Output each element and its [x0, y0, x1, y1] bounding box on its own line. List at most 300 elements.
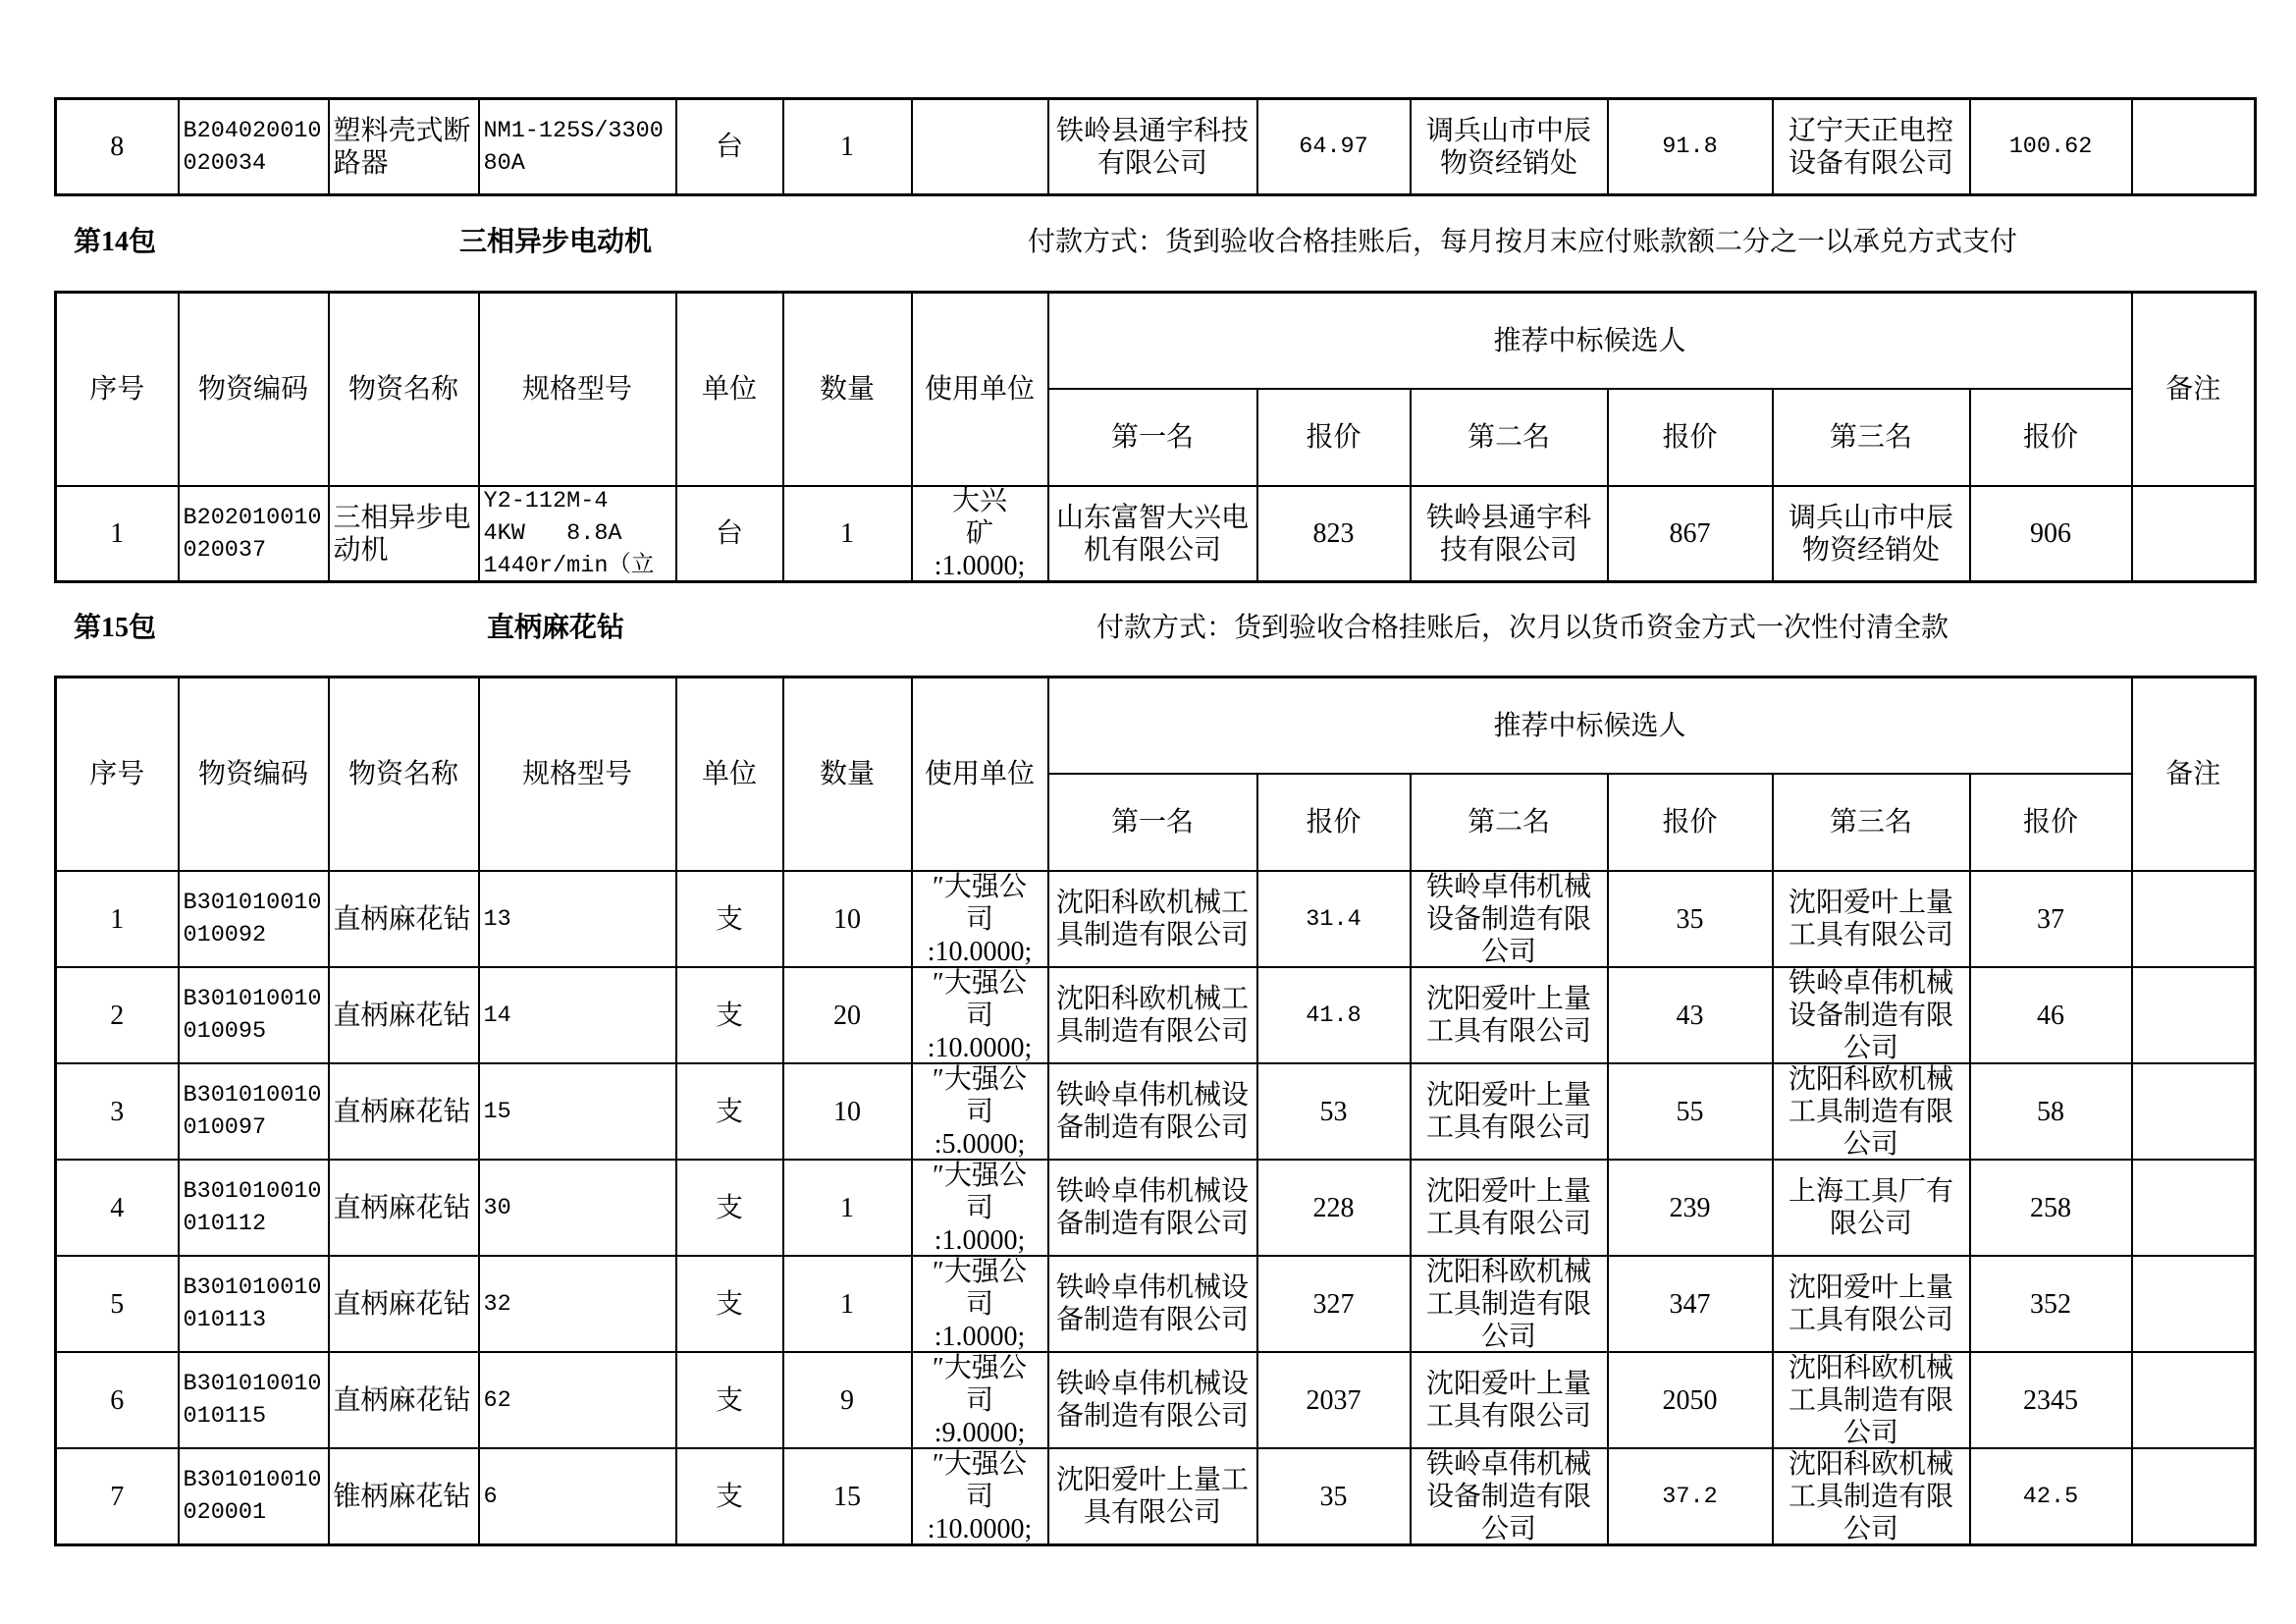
- cell-first-text: 沈阳科欧机械工具制造有限公司: [1055, 984, 1249, 1047]
- cell-name: [329, 1448, 479, 1545]
- cell-first_price: [1257, 1448, 1411, 1545]
- cell-code: [179, 1352, 329, 1448]
- cell-third_price-text: 352: [2030, 1288, 2071, 1320]
- cell-second_price: [1608, 1448, 1773, 1545]
- cell-third_price-box: [1971, 1064, 2131, 1159]
- cell-code-box: [180, 1449, 328, 1543]
- header-code-text: 物资编码: [197, 759, 308, 789]
- header-remark: [2132, 677, 2256, 872]
- cell-remark: [2132, 967, 2256, 1063]
- cell-first-text: 沈阳爱叶上量工具有限公司: [1055, 1465, 1249, 1528]
- cell-third: [1773, 871, 1970, 967]
- cell-name: [329, 99, 479, 195]
- cell-name-box: [330, 1257, 478, 1351]
- cell-qty-box: [784, 1353, 911, 1447]
- cell-user_unit-text: ″大强公 司 :10.0000;: [927, 872, 1033, 966]
- cell-third_price-box: [1971, 100, 2131, 193]
- cell-third-text: 沈阳科欧机械工具制造有限公司: [1788, 1449, 1953, 1543]
- cell-second_price-box: [1609, 1449, 1772, 1543]
- cell-qty-box: [784, 1161, 911, 1255]
- cell-user_unit-text: ″大强公 司 :9.0000;: [933, 1353, 1027, 1447]
- cell-third_price: [1970, 1160, 2132, 1256]
- header-seq-text: 序号: [89, 759, 145, 789]
- cell-spec-box: [480, 100, 675, 193]
- cell-third_price-text: 58: [2037, 1096, 2064, 1127]
- table-row: [56, 871, 2256, 967]
- cell-qty-box: [784, 1257, 911, 1351]
- header-second-box: [1412, 390, 1607, 485]
- cell-remark-box: [2133, 1449, 2255, 1543]
- cell-remark-box: [2133, 1161, 2255, 1255]
- header-seq-box: [57, 678, 178, 870]
- cell-second-box: [1412, 1353, 1607, 1447]
- cell-code-text: B301010010010115: [183, 1371, 322, 1430]
- cell-remark: [2132, 1352, 2256, 1448]
- cell-code-box: [180, 1064, 328, 1159]
- header-first-text: 第一名: [1110, 807, 1194, 838]
- cell-seq-text: 5: [110, 1288, 125, 1320]
- cell-seq: [56, 486, 179, 582]
- cell-seq-text: 7: [110, 1481, 125, 1512]
- cell-second_price-box: [1609, 968, 1772, 1062]
- table-row: [56, 486, 2256, 582]
- cell-third: [1773, 1256, 1970, 1352]
- cell-code-box: [180, 1353, 328, 1447]
- cell-first_price-text: 327: [1312, 1288, 1355, 1320]
- cell-third: [1773, 486, 1970, 582]
- cell-second_price: [1608, 1160, 1773, 1256]
- cell-remark: [2132, 1063, 2256, 1160]
- package-15-table: [54, 676, 2257, 1546]
- cell-first_price-text: 31.4: [1306, 905, 1362, 933]
- cell-third_price: [1970, 1256, 2132, 1352]
- cell-seq-box: [57, 872, 178, 966]
- cell-spec-text: 13: [483, 905, 511, 933]
- header-third_price-box: [1971, 390, 2131, 485]
- cell-spec-text: 30: [483, 1194, 511, 1221]
- cell-second-text: 沈阳爱叶上量工具有限公司: [1425, 1080, 1591, 1143]
- cell-seq-box: [57, 487, 178, 580]
- cell-user_unit-box: [913, 968, 1047, 1062]
- cell-second-box: [1412, 1449, 1607, 1543]
- cell-name: [329, 486, 479, 582]
- cell-user_unit-box: [913, 1161, 1047, 1255]
- cell-second-box: [1412, 487, 1607, 580]
- cell-second-box: [1412, 968, 1607, 1062]
- cell-third_price: [1970, 99, 2132, 195]
- cell-second: [1411, 1160, 1608, 1256]
- cell-third: [1773, 967, 1970, 1063]
- cell-first_price-box: [1258, 487, 1410, 580]
- cell-qty: [783, 1352, 912, 1448]
- cell-unit: [676, 1160, 783, 1256]
- cell-remark-box: [2133, 1257, 2255, 1351]
- cell-unit-text: 支: [715, 1481, 743, 1512]
- cell-user_unit-text: ″大强公 司 :1.0000;: [933, 1257, 1027, 1351]
- cell-seq-box: [57, 1064, 178, 1159]
- cell-second_price-text: 347: [1669, 1288, 1711, 1320]
- cell-third: [1773, 1352, 1970, 1448]
- cell-third-text: 沈阳爱叶上量工具有限公司: [1788, 1272, 1953, 1335]
- cell-third: [1773, 1063, 1970, 1160]
- table-row: [56, 1448, 2256, 1545]
- cell-seq: [56, 871, 179, 967]
- cell-unit-text: 支: [715, 1192, 743, 1223]
- cell-third-box: [1774, 1257, 1969, 1351]
- cell-spec-box: [480, 1257, 675, 1351]
- cell-code-box: [180, 1161, 328, 1255]
- cell-first_price: [1257, 486, 1411, 582]
- cell-first_price-text: 35: [1319, 1481, 1348, 1512]
- header-first_price: [1257, 389, 1411, 486]
- cell-name: [329, 871, 479, 967]
- cell-user_unit: [912, 99, 1048, 195]
- header-seq: [56, 677, 179, 872]
- cell-second: [1411, 1256, 1608, 1352]
- table-row: [56, 1352, 2256, 1448]
- cell-third_price-text: 258: [2030, 1192, 2071, 1223]
- cell-user_unit: [912, 967, 1048, 1063]
- cell-third_price-text: 37: [2037, 903, 2064, 935]
- cell-first_price-box: [1258, 1353, 1410, 1447]
- cell-third-box: [1774, 872, 1969, 966]
- cell-user_unit-box: [913, 1353, 1047, 1447]
- continued-item-table: [54, 97, 2257, 196]
- header-row: [56, 677, 2256, 775]
- cell-first_price-box: [1258, 1064, 1410, 1159]
- cell-second_price-text: 37.2: [1662, 1483, 1718, 1510]
- cell-qty: [783, 1160, 912, 1256]
- header-third-box: [1774, 390, 1969, 485]
- header-code: [179, 677, 329, 872]
- cell-second: [1411, 1352, 1608, 1448]
- cell-qty-text: 10: [833, 1096, 861, 1127]
- cell-second_price-box: [1609, 100, 1772, 193]
- cell-second_price-box: [1609, 872, 1772, 966]
- table-row: [56, 99, 2256, 195]
- cell-name-box: [330, 1449, 478, 1543]
- cell-third_price-box: [1971, 968, 2131, 1062]
- cell-second_price-box: [1609, 487, 1772, 580]
- cell-third-box: [1774, 1449, 1969, 1543]
- cell-third-box: [1774, 487, 1969, 580]
- cell-second_price: [1608, 486, 1773, 582]
- cell-remark-box: [2133, 1353, 2255, 1447]
- header-candidates-box: [1049, 678, 2131, 773]
- cell-first-text: 铁岭卓伟机械设备制造有限公司: [1055, 1080, 1249, 1143]
- cell-qty-text: 1: [840, 1192, 854, 1223]
- cell-qty: [783, 967, 912, 1063]
- cell-user_unit-box: [913, 487, 1047, 580]
- header-first_price-box: [1258, 390, 1410, 485]
- cell-first: [1048, 871, 1257, 967]
- cell-name-box: [330, 1064, 478, 1159]
- cell-qty-box: [784, 1449, 911, 1543]
- package-label: 第15包: [74, 613, 157, 643]
- package-title: 三相异步电动机: [459, 227, 653, 257]
- cell-spec: [479, 1063, 676, 1160]
- header-first_price-text: 报价: [1306, 422, 1362, 453]
- cell-spec: [479, 1448, 676, 1545]
- cell-third-box: [1774, 1064, 1969, 1159]
- cell-third_price-text: 46: [2037, 1000, 2064, 1031]
- header-user_unit-box: [913, 678, 1047, 870]
- cell-code-box: [180, 100, 328, 193]
- cell-qty: [783, 486, 912, 582]
- cell-qty-box: [784, 968, 911, 1062]
- cell-user_unit: [912, 1352, 1048, 1448]
- package-14-header: [0, 226, 2296, 259]
- header-remark: [2132, 293, 2256, 487]
- cell-code: [179, 486, 329, 582]
- package-15-header: [0, 612, 2296, 645]
- cell-third_price-box: [1971, 1353, 2131, 1447]
- cell-third-text: 沈阳爱叶上量工具有限公司: [1788, 888, 1953, 950]
- cell-first: [1048, 486, 1257, 582]
- cell-second_price: [1608, 1256, 1773, 1352]
- header-remark-text: 备注: [2165, 374, 2221, 405]
- cell-third-text: 上海工具厂有限公司: [1788, 1176, 1953, 1239]
- cell-qty-text: 1: [840, 518, 854, 549]
- cell-seq-box: [57, 100, 178, 193]
- header-first: [1048, 774, 1257, 871]
- cell-third_price-text: 906: [2030, 518, 2071, 549]
- cell-user_unit-box: [913, 1064, 1047, 1159]
- cell-remark: [2132, 1448, 2256, 1545]
- header-third-box: [1774, 775, 1969, 870]
- cell-unit-box: [677, 872, 782, 966]
- package-title: 直柄麻花钻: [487, 613, 625, 643]
- cell-qty-text: 20: [833, 1000, 861, 1031]
- cell-code-box: [180, 968, 328, 1062]
- cell-second-text: 沈阳科欧机械工具制造有限公司: [1425, 1257, 1591, 1351]
- cell-first_price-text: 64.97: [1299, 134, 1368, 160]
- cell-first: [1048, 1352, 1257, 1448]
- cell-third-box: [1774, 1161, 1969, 1255]
- cell-second_price-box: [1609, 1353, 1772, 1447]
- header-second_price-box: [1609, 775, 1772, 870]
- cell-first_price-text: 41.8: [1306, 1001, 1362, 1029]
- header-candidates: [1048, 677, 2132, 775]
- header-first_price-text: 报价: [1306, 807, 1362, 838]
- cell-spec-text: Y2-112M-4 4KW 8.8A 1440r/min（立: [483, 488, 655, 579]
- cell-second_price-box: [1609, 1257, 1772, 1351]
- cell-remark: [2132, 486, 2256, 582]
- cell-spec: [479, 1256, 676, 1352]
- header-seq-text: 序号: [89, 374, 145, 405]
- cell-code-text: B301010010010092: [183, 890, 322, 948]
- cell-second_price-text: 91.8: [1662, 134, 1718, 160]
- cell-second: [1411, 486, 1608, 582]
- cell-first-box: [1049, 1353, 1256, 1447]
- cell-first-box: [1049, 1449, 1256, 1543]
- cell-unit: [676, 1448, 783, 1545]
- package-14-table: [54, 291, 2257, 583]
- cell-second-box: [1412, 1064, 1607, 1159]
- cell-name-text: 三相异步电动机: [333, 502, 471, 566]
- cell-name: [329, 1160, 479, 1256]
- header-second-text: 第二名: [1467, 422, 1550, 453]
- cell-user_unit-text: ″大强公 司 :5.0000;: [933, 1064, 1027, 1159]
- header-third_price: [1970, 389, 2132, 486]
- cell-first-text: 铁岭县通宇科技有限公司: [1055, 115, 1249, 179]
- cell-unit-box: [677, 1161, 782, 1255]
- cell-first-box: [1049, 1064, 1256, 1159]
- cell-first: [1048, 967, 1257, 1063]
- cell-name-box: [330, 1353, 478, 1447]
- cell-qty: [783, 1063, 912, 1160]
- cell-seq: [56, 1256, 179, 1352]
- cell-unit-text: 支: [715, 1288, 743, 1320]
- cell-code: [179, 1063, 329, 1160]
- cell-code: [179, 1256, 329, 1352]
- cell-user_unit-box: [913, 1257, 1047, 1351]
- cell-name-text: 直柄麻花钻: [333, 1288, 471, 1320]
- cell-third_price: [1970, 1352, 2132, 1448]
- header-name: [329, 677, 479, 872]
- cell-third-box: [1774, 1353, 1969, 1447]
- cell-second-text: 调兵山市中辰物资经销处: [1425, 115, 1591, 179]
- cell-seq-text: 2: [110, 1000, 125, 1031]
- cell-second-box: [1412, 100, 1607, 193]
- cell-second_price: [1608, 1352, 1773, 1448]
- cell-user_unit-box: [913, 1449, 1047, 1543]
- cell-first-box: [1049, 487, 1256, 580]
- header-third_price-box: [1971, 775, 2131, 870]
- cell-code: [179, 967, 329, 1063]
- cell-second-box: [1412, 1161, 1607, 1255]
- header-third_price: [1970, 774, 2132, 871]
- cell-first_price-text: 53: [1319, 1096, 1348, 1127]
- cell-seq-box: [57, 1353, 178, 1447]
- cell-remark-box: [2133, 968, 2255, 1062]
- payment-terms: 付款方式：货到验收合格挂账后，次月以货币资金方式一次性付清全款: [1096, 613, 1949, 643]
- cell-seq-text: 6: [110, 1384, 125, 1416]
- header-seq: [56, 293, 179, 487]
- header-qty-box: [784, 294, 911, 485]
- cell-spec-box: [480, 1449, 675, 1543]
- header-second-text: 第二名: [1467, 807, 1550, 838]
- header-candidates-text: 推荐中标候选人: [1493, 710, 1686, 741]
- header-second_price-box: [1609, 390, 1772, 485]
- cell-third_price: [1970, 871, 2132, 967]
- cell-unit-box: [677, 1449, 782, 1543]
- cell-third_price: [1970, 1063, 2132, 1160]
- cell-spec-text: 32: [483, 1290, 511, 1318]
- header-name: [329, 293, 479, 487]
- cell-seq-text: 4: [110, 1192, 125, 1223]
- cell-second-text: 铁岭卓伟机械设备制造有限公司: [1425, 872, 1591, 966]
- cell-third_price-text: 2345: [2023, 1384, 2078, 1416]
- header-spec: [479, 293, 676, 487]
- cell-first-text: 沈阳科欧机械工具制造有限公司: [1055, 888, 1249, 950]
- cell-first_price-text: 2037: [1306, 1384, 1362, 1416]
- header-candidates-text: 推荐中标候选人: [1493, 325, 1686, 356]
- cell-second: [1411, 967, 1608, 1063]
- cell-name: [329, 1063, 479, 1160]
- cell-first_price: [1257, 99, 1411, 195]
- cell-spec: [479, 871, 676, 967]
- payment-terms: 付款方式：货到验收合格挂账后，每月按月末应付账款额二分之一以承兑方式支付: [1028, 227, 2018, 257]
- cell-code-text: B301010010010095: [183, 986, 322, 1045]
- header-name-box: [330, 294, 478, 485]
- cell-first-text: 铁岭卓伟机械设备制造有限公司: [1055, 1176, 1249, 1239]
- cell-name-text: 直柄麻花钻: [333, 903, 471, 935]
- cell-third: [1773, 1448, 1970, 1545]
- cell-spec: [479, 967, 676, 1063]
- header-user_unit: [912, 677, 1048, 872]
- cell-name-box: [330, 872, 478, 966]
- cell-unit: [676, 967, 783, 1063]
- cell-second: [1411, 1448, 1608, 1545]
- header-spec-box: [480, 678, 675, 870]
- cell-qty-box: [784, 872, 911, 966]
- cell-qty-text: 15: [833, 1481, 861, 1512]
- cell-second_price: [1608, 99, 1773, 195]
- cell-user_unit: [912, 871, 1048, 967]
- cell-qty: [783, 1448, 912, 1545]
- cell-first-box: [1049, 1257, 1256, 1351]
- cell-code-box: [180, 872, 328, 966]
- cell-user_unit-text: 大兴 矿 :1.0000;: [934, 487, 1026, 580]
- cell-unit-box: [677, 1257, 782, 1351]
- cell-code: [179, 1448, 329, 1545]
- cell-name-text: 直柄麻花钻: [333, 1384, 471, 1416]
- cell-spec-box: [480, 1353, 675, 1447]
- header-user_unit-box: [913, 294, 1047, 485]
- header-first_price: [1257, 774, 1411, 871]
- cell-first_price: [1257, 1256, 1411, 1352]
- cell-spec-text: 14: [483, 1001, 511, 1029]
- cell-seq-text: 1: [110, 518, 125, 549]
- cell-spec-text: 6: [483, 1483, 498, 1510]
- cell-seq: [56, 967, 179, 1063]
- cell-second_price: [1608, 967, 1773, 1063]
- cell-unit: [676, 1063, 783, 1160]
- header-remark-text: 备注: [2165, 759, 2221, 789]
- cell-unit-text: 支: [715, 1000, 743, 1031]
- cell-name: [329, 967, 479, 1063]
- cell-user_unit-box: [913, 100, 1047, 193]
- cell-name-text: 锥柄麻花钻: [333, 1481, 471, 1512]
- cell-unit-box: [677, 487, 782, 580]
- cell-unit-text: 支: [715, 1096, 743, 1127]
- header-first-text: 第一名: [1110, 422, 1194, 453]
- cell-third_price-box: [1971, 487, 2131, 580]
- cell-unit-box: [677, 1064, 782, 1159]
- cell-code: [179, 99, 329, 195]
- cell-qty-box: [784, 487, 911, 580]
- table-row: [56, 1160, 2256, 1256]
- header-second_price-text: 报价: [1662, 807, 1718, 838]
- cell-second-text: 沈阳爱叶上量工具有限公司: [1425, 1176, 1591, 1239]
- cell-third_price: [1970, 1448, 2132, 1545]
- cell-second_price-text: 35: [1676, 903, 1704, 935]
- header-third: [1773, 774, 1970, 871]
- cell-second_price-text: 867: [1669, 518, 1711, 549]
- cell-third: [1773, 99, 1970, 195]
- cell-user_unit: [912, 1448, 1048, 1545]
- cell-spec-text: NM1-125S/330080A: [483, 117, 664, 177]
- cell-seq: [56, 99, 179, 195]
- cell-code-box: [180, 1257, 328, 1351]
- cell-third_price: [1970, 486, 2132, 582]
- cell-spec-text: 62: [483, 1386, 511, 1414]
- cell-remark-box: [2133, 1064, 2255, 1159]
- cell-seq-box: [57, 968, 178, 1062]
- cell-spec: [479, 486, 676, 582]
- cell-first-box: [1049, 100, 1256, 193]
